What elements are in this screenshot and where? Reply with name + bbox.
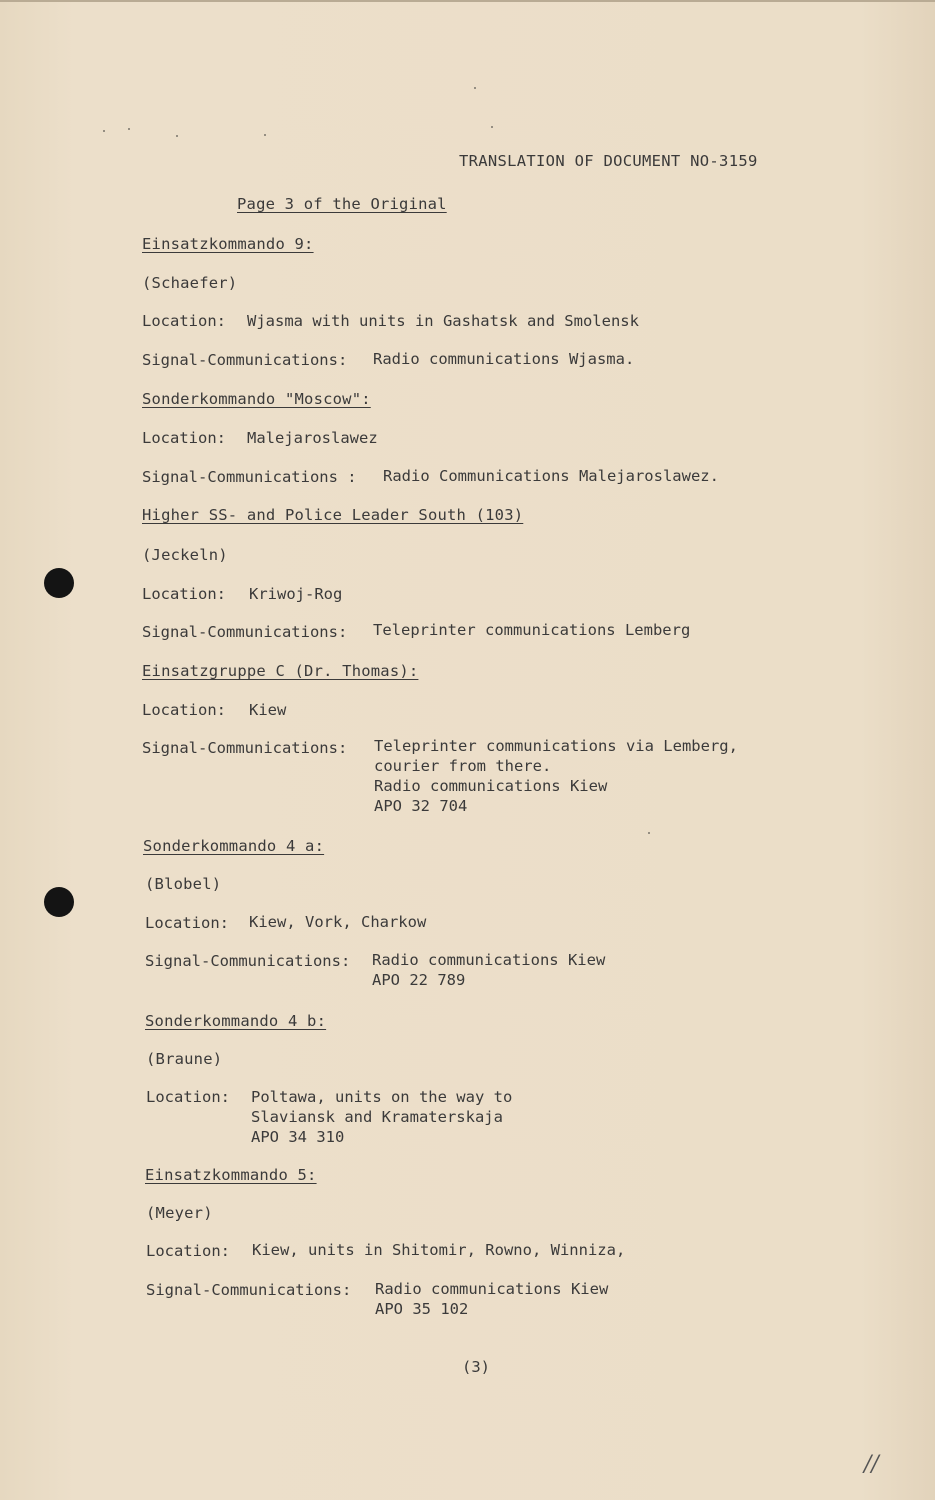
signal-value-block	[372, 950, 605, 990]
section-title: Einsatzgruppe C (Dr. Thomas):	[142, 662, 419, 680]
signal-line: Teleprinter communications via Lemberg,	[374, 737, 738, 755]
location-line: APO 34 310	[251, 1128, 345, 1146]
signal-value: Radio communications Wjasma.	[373, 350, 635, 368]
speck	[491, 126, 493, 128]
speck	[103, 130, 105, 132]
location-value: Malejaroslawez	[247, 429, 378, 447]
section-title: Einsatzkommando 5:	[145, 1166, 317, 1184]
section-title: Einsatzkommando 9:	[142, 235, 314, 253]
signal-label: Signal-Communications:	[142, 623, 348, 641]
signal-label: Signal-Communications:	[142, 739, 348, 757]
section-title: Higher SS- and Police Leader South (103)	[142, 506, 524, 524]
section-leader: (Braune)	[146, 1050, 223, 1068]
location-label: Location:	[146, 1242, 230, 1260]
speck	[264, 134, 266, 136]
location-value: Kiew	[249, 701, 287, 719]
section-leader: (Jeckeln)	[142, 546, 228, 564]
section-leader: (Schaefer)	[142, 274, 238, 292]
signal-line: APO 22 789	[372, 971, 466, 989]
section-title: Sonderkommando 4 b:	[145, 1012, 327, 1030]
section-leader: (Blobel)	[145, 875, 222, 893]
page-top-edge	[0, 0, 935, 2]
speck	[176, 135, 178, 137]
location-label: Location:	[142, 585, 226, 603]
location-line: Slaviansk and Kramaterskaja	[251, 1108, 503, 1126]
speck	[648, 832, 650, 834]
signal-value-block	[375, 1279, 608, 1319]
speck	[474, 87, 476, 89]
signal-line: courier from there.	[374, 757, 552, 775]
signal-value-block	[374, 736, 738, 816]
location-label: Location:	[142, 429, 226, 447]
signal-line: APO 35 102	[375, 1300, 469, 1318]
speck	[128, 128, 130, 130]
location-value-block	[251, 1087, 512, 1147]
punch-hole	[44, 568, 74, 598]
margin-mark: //	[864, 1452, 879, 1477]
section-title: Sonderkommando 4 a:	[143, 837, 325, 855]
signal-line: Radio communications Kiew	[372, 951, 606, 969]
signal-label: Signal-Communications:	[145, 952, 351, 970]
document-reference: TRANSLATION OF DOCUMENT NO-3159	[459, 152, 758, 170]
section-title: Sonderkommando "Moscow":	[142, 390, 371, 408]
location-label: Location:	[145, 914, 229, 932]
location-value: Wjasma with units in Gashatsk and Smolensk	[247, 312, 639, 330]
section-leader: (Meyer)	[146, 1204, 213, 1222]
location-label: Location:	[146, 1088, 230, 1106]
page-reference: Page 3 of the Original	[237, 195, 447, 213]
location-label: Location:	[142, 701, 226, 719]
location-line: Poltawa, units on the way to	[251, 1088, 513, 1106]
location-value: Kiew, units in Shitomir, Rowno, Winniza,	[252, 1241, 626, 1259]
location-value: Kriwoj-Rog	[249, 585, 343, 603]
signal-line: Radio communications Kiew	[375, 1280, 609, 1298]
location-label: Location:	[142, 312, 226, 330]
signal-label: Signal-Communications :	[142, 468, 357, 486]
punch-hole	[44, 887, 74, 917]
location-value: Kiew, Vork, Charkow	[249, 913, 427, 931]
page-number: (3)	[462, 1358, 490, 1376]
signal-line: Radio communications Kiew	[374, 777, 608, 795]
signal-value: Teleprinter communications Lemberg	[373, 621, 691, 639]
signal-label: Signal-Communications:	[146, 1281, 352, 1299]
signal-label: Signal-Communications:	[142, 351, 348, 369]
signal-value: Radio Communications Malejaroslawez.	[383, 467, 719, 485]
signal-line: APO 32 704	[374, 797, 468, 815]
